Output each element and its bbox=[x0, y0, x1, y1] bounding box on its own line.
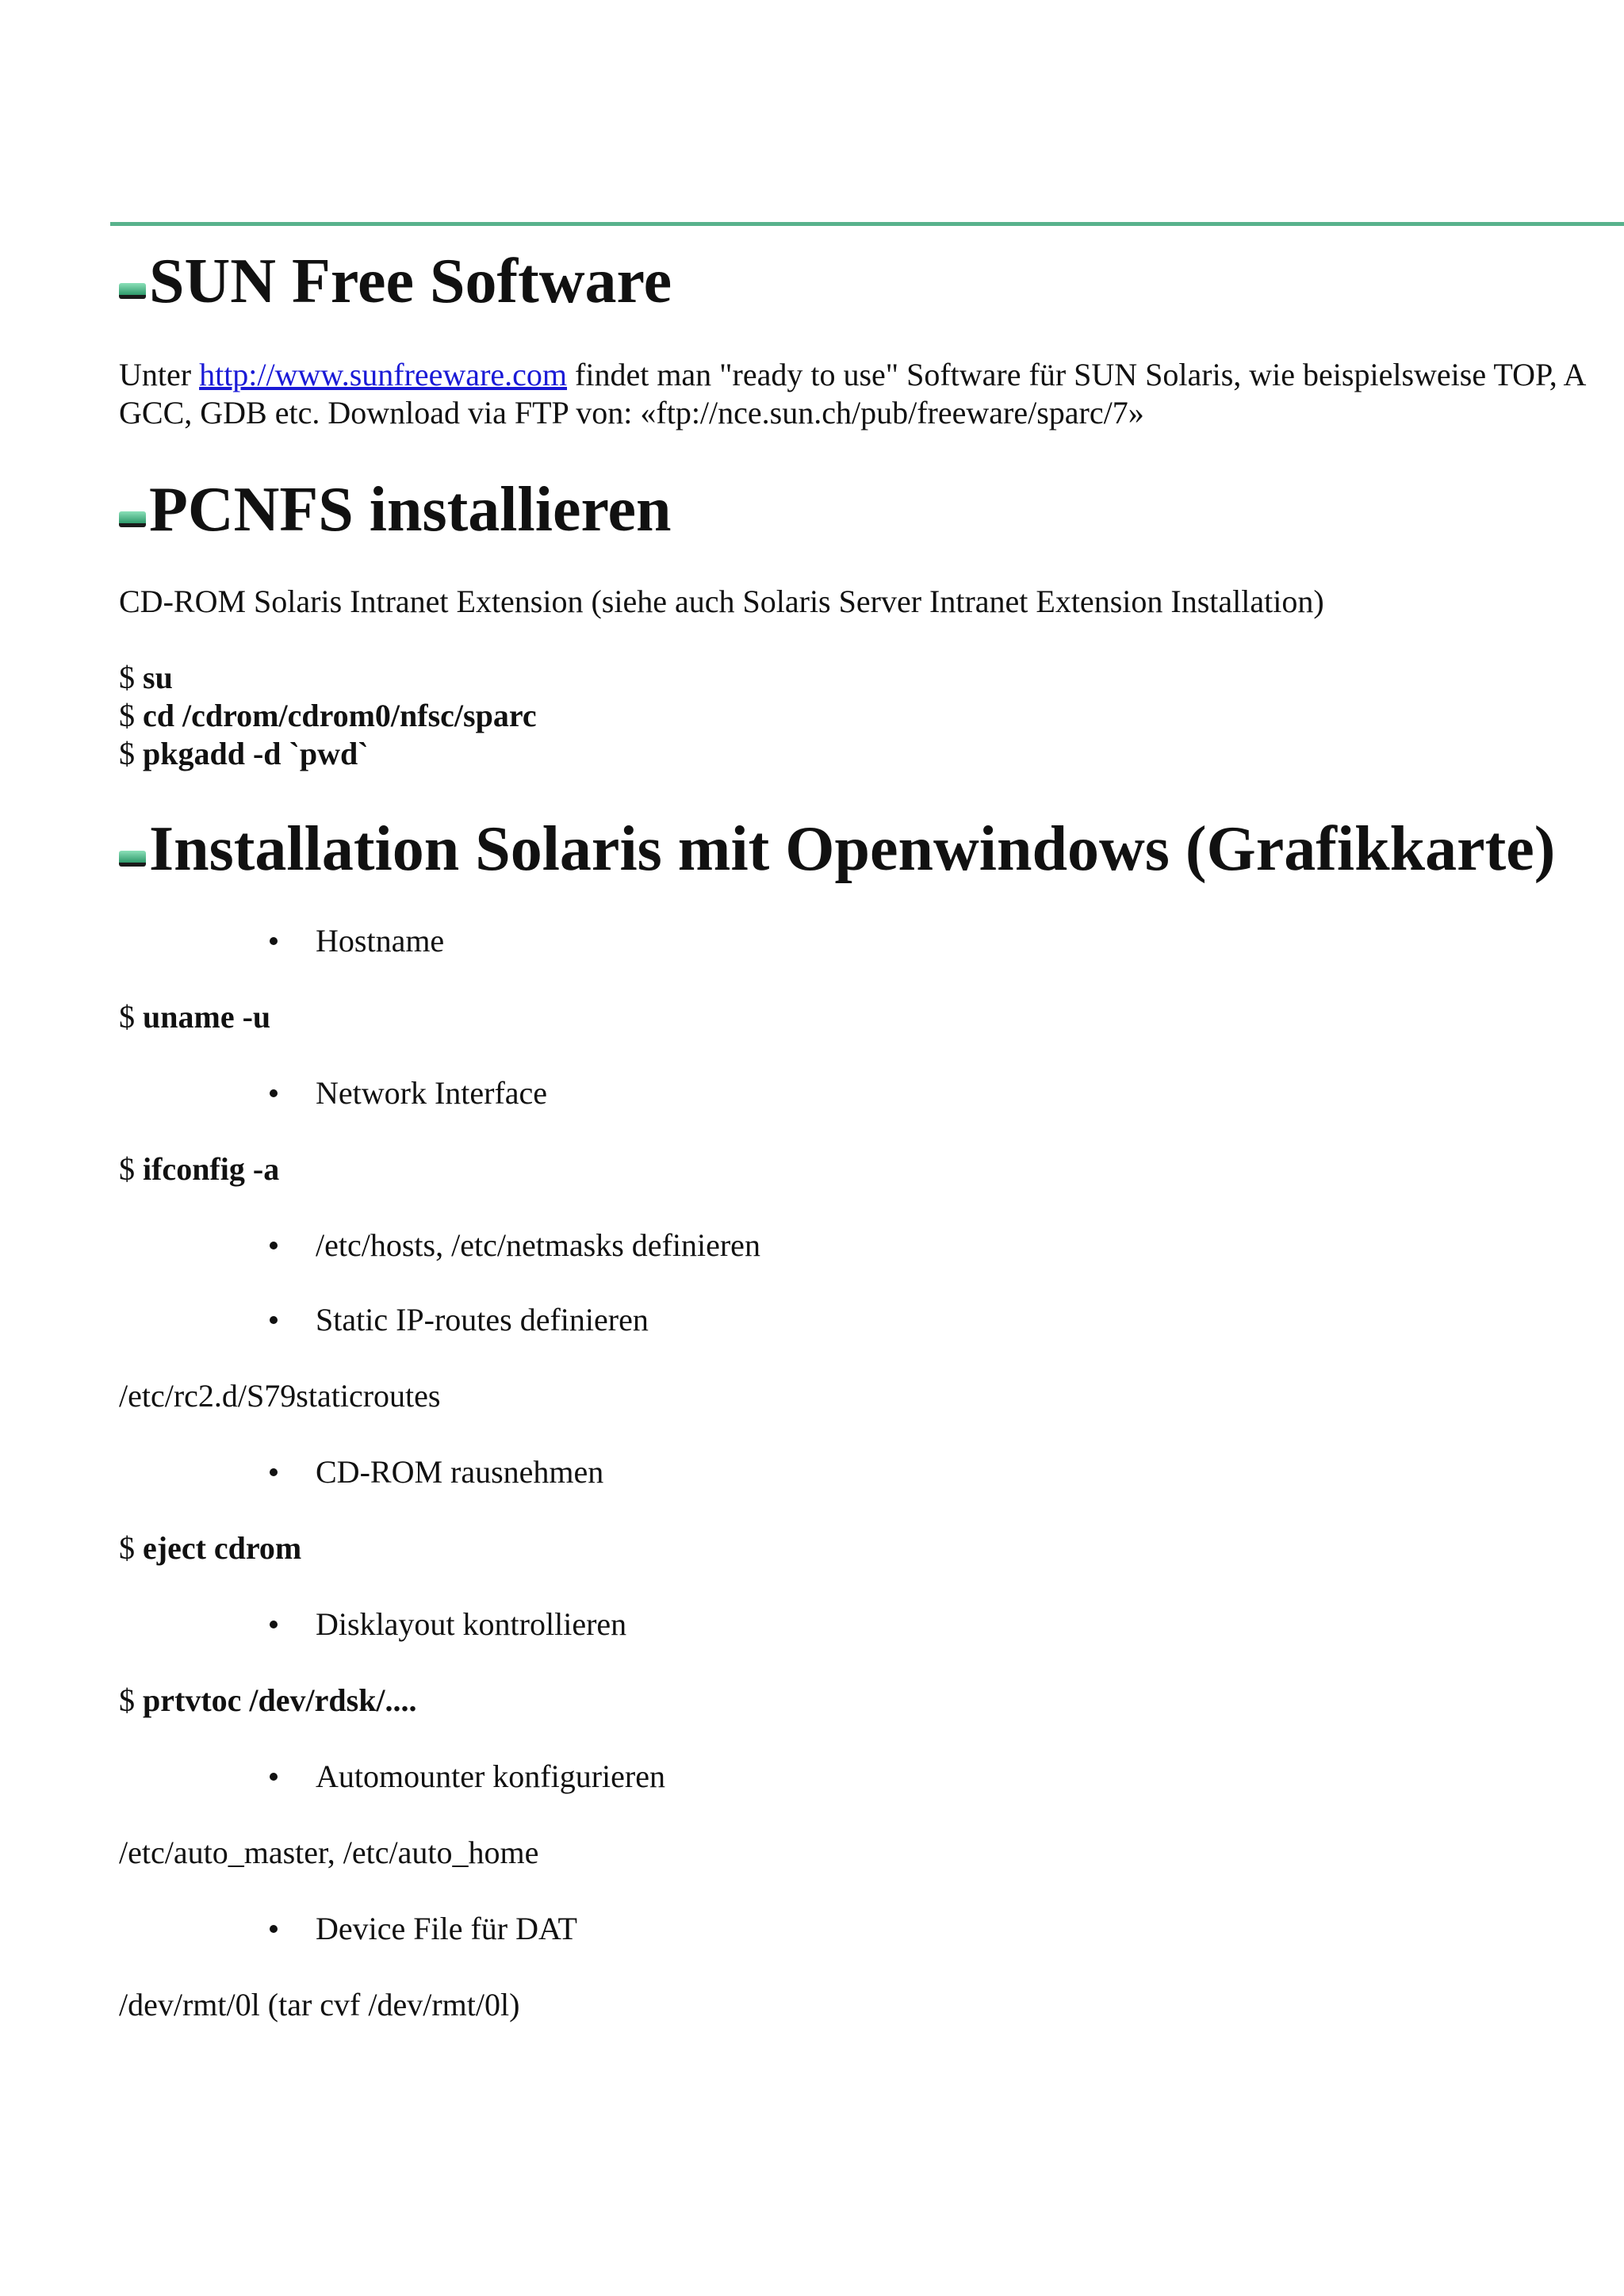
bullet-dot-icon bbox=[270, 1773, 278, 1781]
heading-installation-solaris: Installation Solaris mit Openwindows (Grafikkarte) bbox=[119, 813, 1555, 886]
command-line: $ uname -u bbox=[119, 999, 271, 1035]
intro-line-2: GCC, GDB etc. Download via FTP von: «ftp://nce.sun.ch/pub/freeware/sparc/7» bbox=[119, 395, 1144, 430]
intro-line-1: Unter http://www.sunfreeware.com findet man "ready to use" Software für SUN Solaris, wie beispielsweise TOP, A bbox=[119, 357, 1587, 392]
bullet-dot-icon bbox=[270, 1316, 278, 1324]
list-item: Static IP-routes definieren bbox=[316, 1301, 649, 1339]
list-item: Device File für DAT bbox=[316, 1910, 577, 1948]
command-line: $ eject cdrom bbox=[119, 1530, 302, 1566]
list-item: CD-ROM rausnehmen bbox=[316, 1453, 603, 1491]
green-dash-icon bbox=[119, 283, 146, 299]
heading-pcnfs: PCNFS installieren bbox=[119, 473, 672, 546]
bullet-dot-icon bbox=[270, 1468, 278, 1476]
bullet-dot-icon bbox=[270, 1089, 278, 1097]
green-dash-icon bbox=[119, 511, 146, 527]
command-line: $ pkgadd -d `pwd` bbox=[119, 736, 369, 771]
file-path-note: /etc/rc2.d/S79staticroutes bbox=[119, 1378, 441, 1414]
command-line: $ su bbox=[119, 660, 173, 695]
file-path-note: /etc/auto_master, /etc/auto_home bbox=[119, 1835, 539, 1870]
green-dash-icon bbox=[119, 851, 146, 867]
pcnfs-description: CD-ROM Solaris Intranet Extension (siehe auch Solaris Server Intranet Extension Installation) bbox=[119, 584, 1324, 619]
command-line: $ cd /cdrom/cdrom0/nfsc/sparc bbox=[119, 698, 537, 733]
horizontal-rule bbox=[110, 222, 1624, 226]
list-item: Hostname bbox=[316, 922, 444, 960]
file-path-note: /dev/rmt/0l (tar cvf /dev/rmt/0l) bbox=[119, 1987, 520, 2022]
list-item: Disklayout kontrollieren bbox=[316, 1605, 626, 1644]
command-line: $ prtvtoc /dev/rdsk/.... bbox=[119, 1682, 417, 1718]
command-line: $ ifconfig -a bbox=[119, 1151, 280, 1187]
list-item: Automounter konfigurieren bbox=[316, 1758, 665, 1796]
heading-sun-free-software: SUN Free Software bbox=[119, 245, 672, 318]
sunfreeware-link[interactable]: http://www.sunfreeware.com bbox=[199, 357, 568, 392]
bullet-dot-icon bbox=[270, 1242, 278, 1249]
bullet-dot-icon bbox=[270, 937, 278, 945]
bullet-dot-icon bbox=[270, 1621, 278, 1628]
bullet-dot-icon bbox=[270, 1925, 278, 1933]
list-item: Network Interface bbox=[316, 1074, 547, 1112]
list-item: /etc/hosts, /etc/netmasks definieren bbox=[316, 1226, 760, 1265]
